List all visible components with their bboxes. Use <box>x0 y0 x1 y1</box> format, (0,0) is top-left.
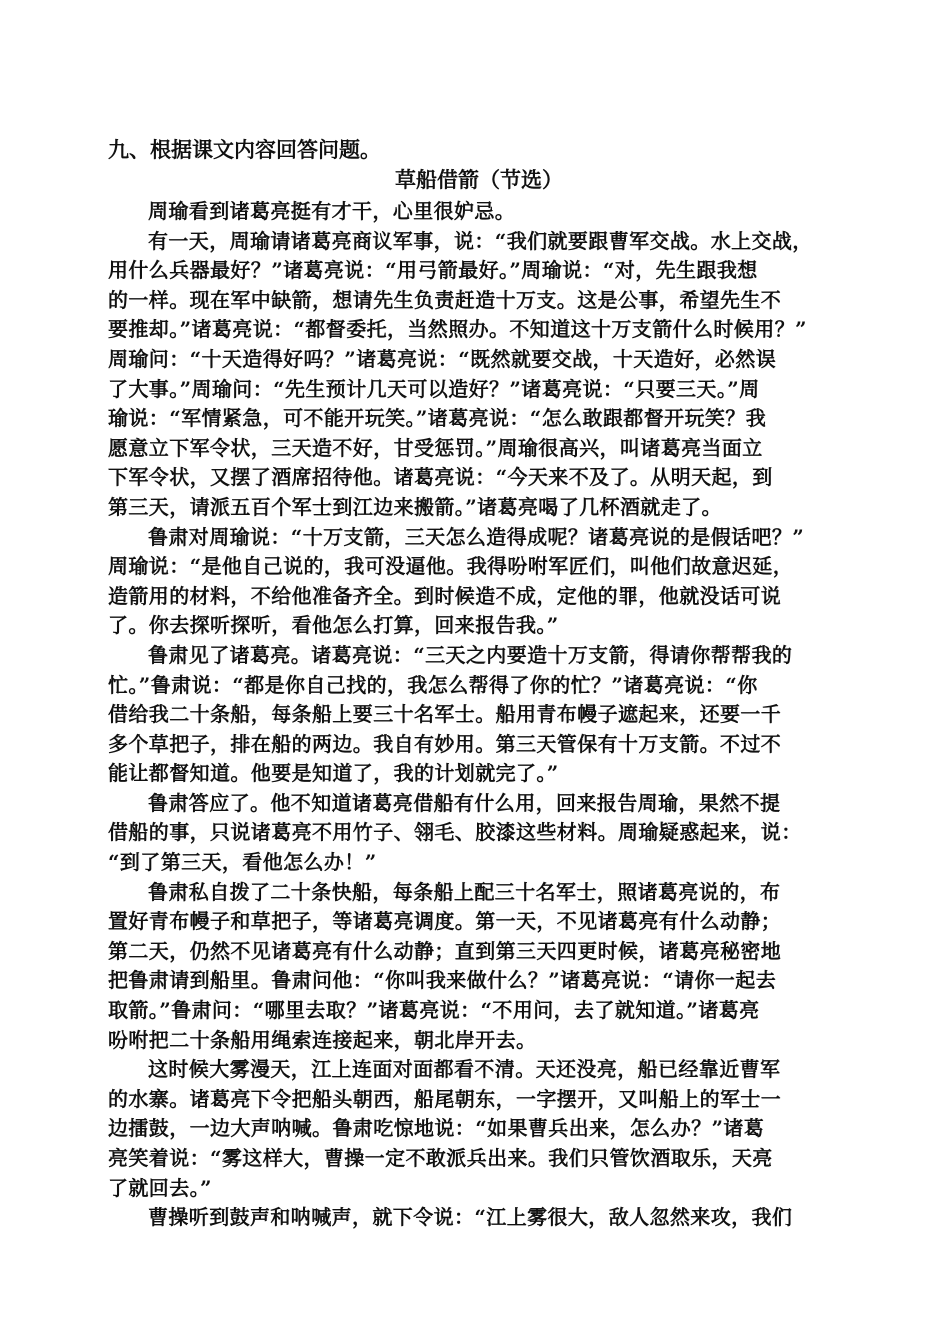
passage-line: 吩咐把二十条船用绳索连接起来，朝北岸开去。 <box>108 1027 537 1052</box>
passage-line: 鲁肃私自拨了二十条快船，每条船上配三十名军士，照诸葛亮说的，布 <box>148 879 781 904</box>
passage-line: 周瑜问：“十天造得好吗？”诸葛亮说：“既然就要交战，十天造好，必然误 <box>108 346 777 371</box>
passage-line: 了就回去。” <box>108 1175 212 1200</box>
passage-body <box>108 197 850 1233</box>
passage-line: 用什么兵器最好？”诸葛亮说：“用弓箭最好。”周瑜说：“对，先生跟我想 <box>108 258 758 283</box>
passage-line: 多个草把子，排在船的两边。我自有妙用。第三天管保有十万支箭。不过不 <box>108 731 782 756</box>
passage-line: 第二天，仍然不见诸葛亮有什么动静；直到第三天四更时候，诸葛亮秘密地 <box>108 938 782 963</box>
passage-line: 瑜说：“军情紧急，可不能开玩笑。”诸葛亮说：“怎么敢跟都督开玩笑？我 <box>108 406 767 431</box>
passage-line: 置好青布幔子和草把子，等诸葛亮调度。第一天，不见诸葛亮有什么动静； <box>108 909 782 934</box>
document-page <box>108 136 850 1233</box>
passage-line: 的一样。现在军中缺箭，想请先生负责赶造十万支。这是公事，希望先生不 <box>108 287 782 312</box>
passage-line: 有一天，周瑜请诸葛亮商议军事，说：“我们就要跟曹军交战。水上交战， <box>148 228 813 253</box>
passage-line: 借船的事，只说诸葛亮不用竹子、翎毛、胶漆这些材料。周瑜疑惑起来，说： <box>108 820 802 845</box>
passage-line: 能让都督知道。他要是知道了，我的计划就完了。” <box>108 761 559 786</box>
passage-line: 造箭用的材料，不给他准备齐全。到时候造不成，定他的罪，他就没话可说 <box>108 583 782 608</box>
passage-line: 了。你去探听探听，看他怎么打算，回来报告我。” <box>108 613 559 638</box>
passage-line: 把鲁肃请到船里。鲁肃问他：“你叫我来做什么？”诸葛亮说：“请你一起去 <box>108 968 777 993</box>
passage-line: 下军令状，又摆了酒席招待他。诸葛亮说：“今天来不及了。从明天起，到 <box>108 465 773 490</box>
passage-line: “到了第三天，看他怎么办！” <box>108 850 377 875</box>
passage-line: 了大事。”周瑜问：“先生预计几天可以造好？”诸葛亮说：“只要三天。”周 <box>108 376 760 401</box>
passage-line: 周瑜说：“是他自己说的，我可没逼他。我得吩咐军匠们，叫他们故意迟延， <box>108 554 794 579</box>
passage-line: 鲁肃见了诸葛亮。诸葛亮说：“三天之内要造十万支箭，得请你帮帮我的 <box>148 642 793 667</box>
passage-line: 愿意立下军令状，三天造不好，甘受惩罚。”周瑜很高兴，叫诸葛亮当面立 <box>108 435 763 460</box>
passage-line: 鲁肃答应了。他不知道诸葛亮借船有什么用，回来报告周瑜，果然不提 <box>148 790 781 815</box>
passage-line: 曹操听到鼓声和呐喊声，就下令说：“江上雾很大，敌人忽然来攻，我们 <box>148 1205 793 1230</box>
passage-line: 取箭。”鲁肃问：“哪里去取？”诸葛亮说：“不用问，去了就知道。”诸葛亮 <box>108 998 760 1023</box>
passage-line: 忙。”鲁肃说：“都是你自己找的，我怎么帮得了你的忙？”诸葛亮说：“你 <box>108 672 758 697</box>
passage-line: 的水寨。诸葛亮下令把船头朝西，船尾朝东，一字摆开，又叫船上的军士一 <box>108 1086 782 1111</box>
passage-title: 草船借箭（节选） <box>395 167 563 192</box>
passage-line: 第三天，请派五百个军士到江边来搬箭。”诸葛亮喝了几杯酒就走了。 <box>108 494 722 519</box>
passage-line: 这时候大雾漫天，江上连面对面都看不清。天还没亮，船已经靠近曹军 <box>148 1057 781 1082</box>
passage-line: 周瑜看到诸葛亮挺有才干，心里很妒忌。 <box>148 199 516 223</box>
passage-line: 鲁肃对周瑜说：“十万支箭，三天怎么造得成呢？诸葛亮说的是假话吧？” <box>148 524 805 549</box>
passage-line: 要推却。”诸葛亮说：“都督委托，当然照办。不知道这十万支箭什么时候用？” <box>108 317 807 342</box>
passage-line: 借给我二十条船，每条船上要三十名军士。船用青布幔子遮起来，还要一千 <box>108 702 782 727</box>
passage-line: 边擂鼓，一边大声呐喊。鲁肃吃惊地说：“如果曹兵出来，怎么办？”诸葛 <box>108 1116 765 1141</box>
passage-line: 亮笑着说：“雾这样大，曹操一定不敢派兵出来。我们只管饮酒取乐，天亮 <box>108 1146 773 1170</box>
question-heading: 九、根据课文内容回答问题。 <box>108 137 381 162</box>
